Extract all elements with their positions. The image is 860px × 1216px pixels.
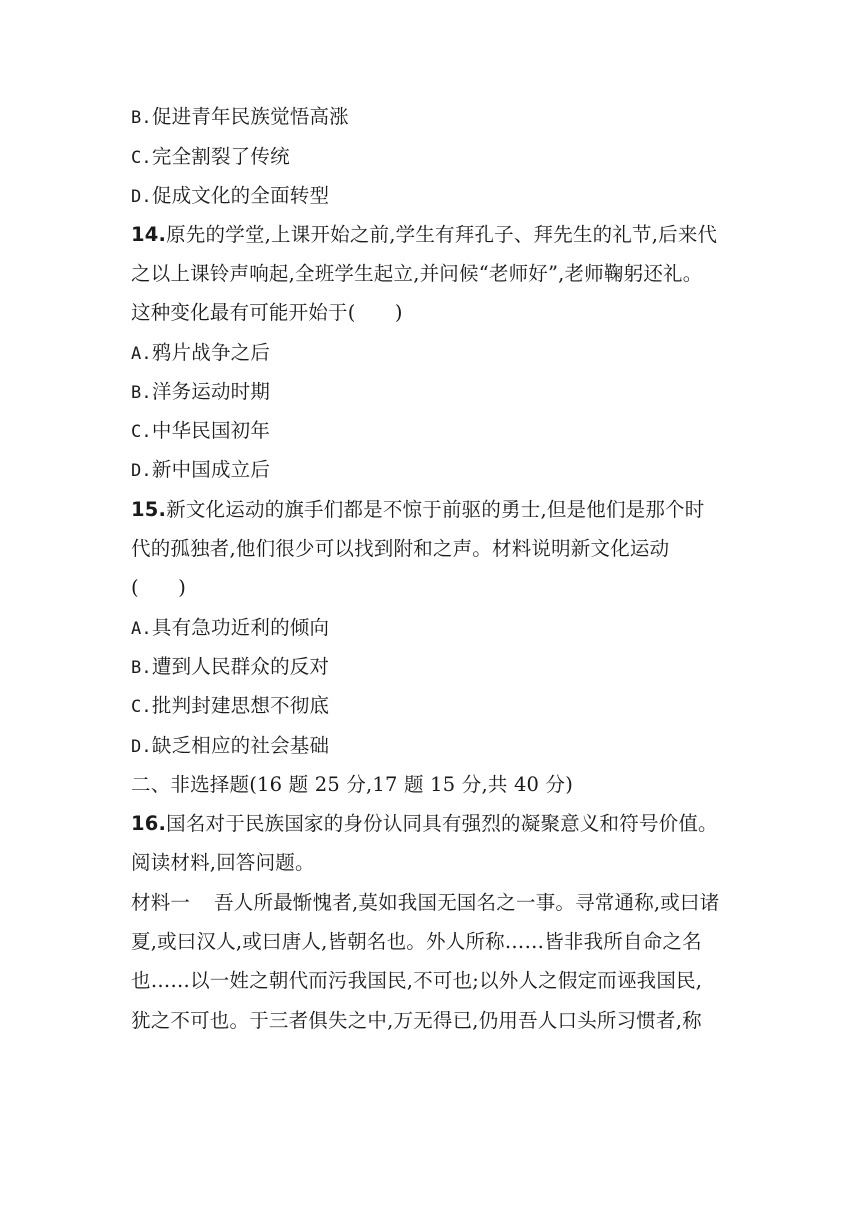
question-text: 之以上课铃声响起,全班学生起立,并问候“老师好”,老师鞠躬还礼。 [131,262,703,285]
material-line-1 [131,890,719,916]
option-letter: C. [131,148,152,168]
q15-option-d [131,733,329,760]
q16-stem-line-1 [131,811,718,837]
option-text: 促进青年民族觉悟高涨 [151,105,349,128]
option-letter: A. [131,619,152,639]
option-letter: B. [131,383,152,403]
option-letter: B. [131,108,152,128]
q14-option-d [131,457,270,484]
material-line-4 [131,1008,702,1034]
option-letter: A. [131,344,152,364]
question-text: 这种变化最有可能开始于( ) [131,301,403,324]
question-text: 阅读材料,回答问题。 [131,851,315,874]
q13-option-b [131,104,349,131]
q15-stem-line-1 [131,497,704,523]
option-text: 完全割裂了传统 [151,145,290,168]
question-text: 国名对于民族国家的身份认同具有强烈的凝聚意义和符号价值。 [166,812,718,835]
q15-stem-line-2 [131,536,669,562]
question-number: 14. [131,223,167,246]
material-label: 材料一 [131,891,191,914]
option-text: 遭到人民群众的反对 [151,655,330,678]
q14-option-c [131,418,270,445]
option-text: 洋务运动时期 [151,380,271,403]
material-text: 犹之不可也。于三者俱失之中,万无得已,仍用吾人口头所习惯者,称 [131,1009,702,1032]
question-text: 新文化运动的旗手们都是不惊于前驱的勇士,但是他们是那个时 [166,498,705,521]
q15-option-a [131,615,329,642]
option-text: 缺乏相应的社会基础 [151,734,330,757]
option-letter: B. [131,658,152,678]
material-text: 也……以一姓之朝代而污我国民,不可也;以外人之假定而诬我国民, [131,969,703,992]
option-text: 具有急功近利的倾向 [151,616,330,639]
q14-stem-line-3 [131,300,403,326]
option-text: 促成文化的全面转型 [151,184,330,207]
question-text: 原先的学堂,上课开始之前,学生有拜孔子、拜先生的礼节,后来代 [166,223,718,246]
option-text: 批判封建思想不彻底 [151,694,330,717]
question-text: 代的孤独者,他们很少可以找到附和之声。材料说明新文化运动 [131,537,670,560]
option-text: 中华民国初年 [151,419,271,442]
q13-option-c [131,144,290,171]
option-letter: C. [131,697,152,717]
option-text: 鸦片战争之后 [151,341,271,364]
q14-option-b [131,379,270,406]
option-letter: C. [131,422,152,442]
option-letter: D. [131,187,152,207]
material-line-2 [131,929,702,955]
q14-stem-line-2 [131,261,702,287]
answer-blank: ( ) [131,576,187,599]
q16-stem-line-2 [131,850,315,876]
option-letter: D. [131,461,152,481]
q14-option-a [131,340,270,367]
q15-stem-line-3 [131,575,186,601]
option-letter: D. [131,737,152,757]
q15-option-c [131,693,329,720]
q13-option-d [131,183,329,210]
option-text: 新中国成立后 [151,458,271,481]
q14-stem-line-1 [131,222,717,248]
material-text: 夏,或曰汉人,或曰唐人,皆朝名也。外人所称……皆非我所自命之名 [131,930,702,953]
section-heading: 二、非选择题(16 题 25 分,17 题 15 分,共 40 分) [131,773,574,796]
question-number: 15. [131,498,167,521]
q15-option-b [131,654,329,681]
question-number: 16. [131,812,167,835]
material-text: 吾人所最惭愧者,莫如我国无国名之一事。寻常通称,或曰诸 [214,891,720,914]
material-line-3 [131,968,702,994]
